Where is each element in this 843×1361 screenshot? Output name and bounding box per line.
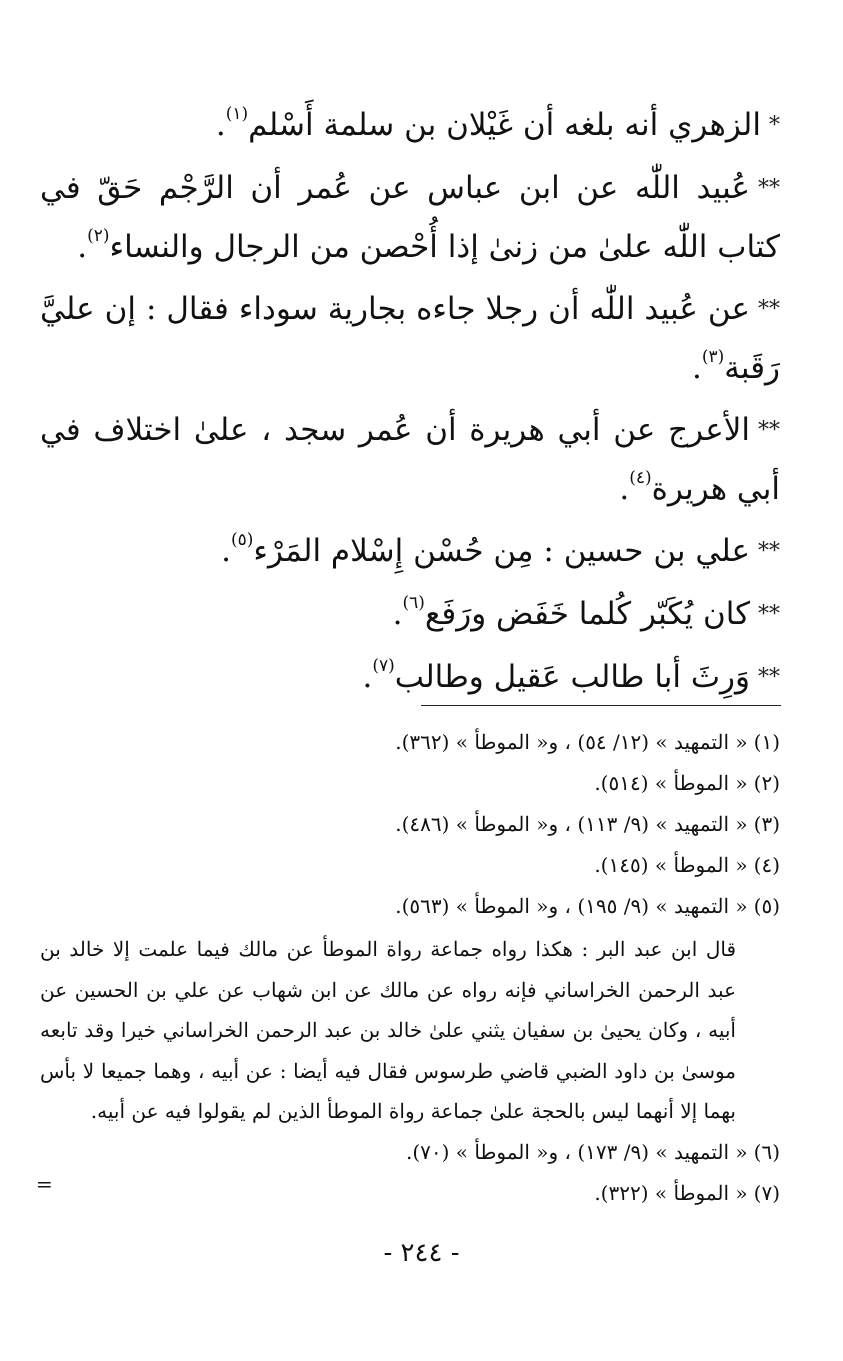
page-number: - ٢٤٤ - xyxy=(383,1238,460,1268)
footnote-3 xyxy=(40,804,780,845)
entry-4 xyxy=(40,401,780,518)
footnote-text: « الموطأ » (٣٢٢). xyxy=(594,1180,748,1205)
entry-end: . xyxy=(619,471,630,507)
entry-text: الأعرج عن أبي هريرة أن عُمر سجد ، علىٰ اختلاف في أبي هريرة xyxy=(40,412,780,507)
entry-7 xyxy=(40,648,780,707)
footnote-text: « التمهيد » (٩/ ١٧٣) ، و« الموطأ » (٧٠). xyxy=(405,1139,748,1164)
asterisk-marker: * xyxy=(769,113,780,138)
asterisk-marker: ** xyxy=(758,602,780,627)
continuation-mark: = xyxy=(36,1172,53,1196)
footnote-ref: (٥) xyxy=(231,530,254,550)
entry-text: علي بن حسين : مِن حُسْن إِسْلام المَرْء xyxy=(253,533,750,569)
entry-text: وَرِثَ أبا طالب عَقيل وطالب xyxy=(394,659,750,695)
asterisk-marker: ** xyxy=(758,665,780,690)
entry-end: . xyxy=(77,229,88,265)
entry-3 xyxy=(40,280,780,397)
footnote-ref: (٣) xyxy=(701,347,725,367)
footnote-text: « التمهيد » (٩/ ١١٣) ، و« الموطأ » (٤٨٦). xyxy=(395,812,748,836)
main-text xyxy=(40,96,780,711)
footnote-ref: (٧) xyxy=(372,656,395,676)
footnote-1 xyxy=(40,722,780,763)
entry-text: عُبيد اللّٰه عن ابن عباس عن عُمر أن الرَّجْم حَقّ في كتاب اللّٰه علىٰ من زنىٰ إذا أُحْصن من الرجال والنساء xyxy=(40,170,780,265)
footnote-separator xyxy=(421,705,781,706)
asterisk-marker: ** xyxy=(758,539,780,564)
entry-end: . xyxy=(392,596,403,632)
footnote-text: « التمهيد » (١٢/ ٥٤) ، و« الموطأ » (٣٦٢). xyxy=(395,730,748,754)
footnote-5 xyxy=(40,886,780,927)
entry-text: عن عُبيد اللّٰه أن رجلا جاءه بجارية سوداء فقال : إن عليَّ رَقَبة xyxy=(40,291,780,386)
footnote-ref: (٢) xyxy=(87,226,110,246)
footnote-6 xyxy=(40,1132,780,1173)
footnote-number: (٢) xyxy=(753,771,780,795)
asterisk-marker: ** xyxy=(758,418,780,443)
footnote-text: « الموطأ » (٥١٤). xyxy=(594,771,748,795)
entry-6 xyxy=(40,585,780,644)
entry-2 xyxy=(40,159,780,276)
asterisk-marker: ** xyxy=(758,297,780,322)
entry-end: . xyxy=(362,659,373,695)
entry-text: الزهري أنه بلغه أن غَيْلان بن سلمة أَسْلم xyxy=(248,107,761,143)
footnote-number: (٣) xyxy=(753,812,780,836)
entry-text: كان يُكَبّر كُلما خَفَض ورَفَع xyxy=(424,596,750,632)
footnote-number: (١) xyxy=(753,730,780,754)
entry-end: . xyxy=(691,350,702,386)
footnote-number: (٤) xyxy=(753,853,780,877)
entry-end: . xyxy=(221,533,231,569)
footnote-commentary: قال ابن عبد البر : هكذا رواه جماعة رواة الموطأ عن مالك فيما علمت إلا خالد بن عبد الرحمن الخراساني فإنه رواه عن مالك عن ابن شهاب عن علي بن الحسين عن أبيه ، وكان يحيىٰ بن سفيان يثني علىٰ خالد بن عبد الرحمن الخراساني خيرا وقد تابعه موسىٰ بن داود الضبي قاضي طرسوس فقال فيه أيضا : عن أبيه ، وهما جميعا لا بأس بهما إلا أنهما ليس بالحجة علىٰ جماعة رواة الموطأ الذين لم يقولوا فيه عن أبيه. xyxy=(40,937,736,1123)
entry-1 xyxy=(40,96,780,155)
footnote-ref: (٦) xyxy=(402,593,425,613)
footnotes xyxy=(40,722,780,1214)
footnote-2 xyxy=(40,763,780,804)
footnote-ref: (١) xyxy=(225,104,249,124)
asterisk-marker: ** xyxy=(758,176,780,201)
entry-end: . xyxy=(215,107,226,143)
footnote-7 xyxy=(40,1173,780,1214)
footnote-text: « الموطأ » (١٤٥). xyxy=(594,853,748,877)
entry-5 xyxy=(40,522,780,581)
footnote-number: (٦) xyxy=(753,1139,780,1164)
footnote-number: (٧) xyxy=(753,1180,780,1205)
footnote-4 xyxy=(40,845,780,886)
footnote-number: (٥) xyxy=(753,894,780,918)
footnote-ref: (٤) xyxy=(629,468,652,488)
footnote-text: « التمهيد » (٩/ ١٩٥) ، و« الموطأ » (٥٦٣). xyxy=(395,894,748,918)
